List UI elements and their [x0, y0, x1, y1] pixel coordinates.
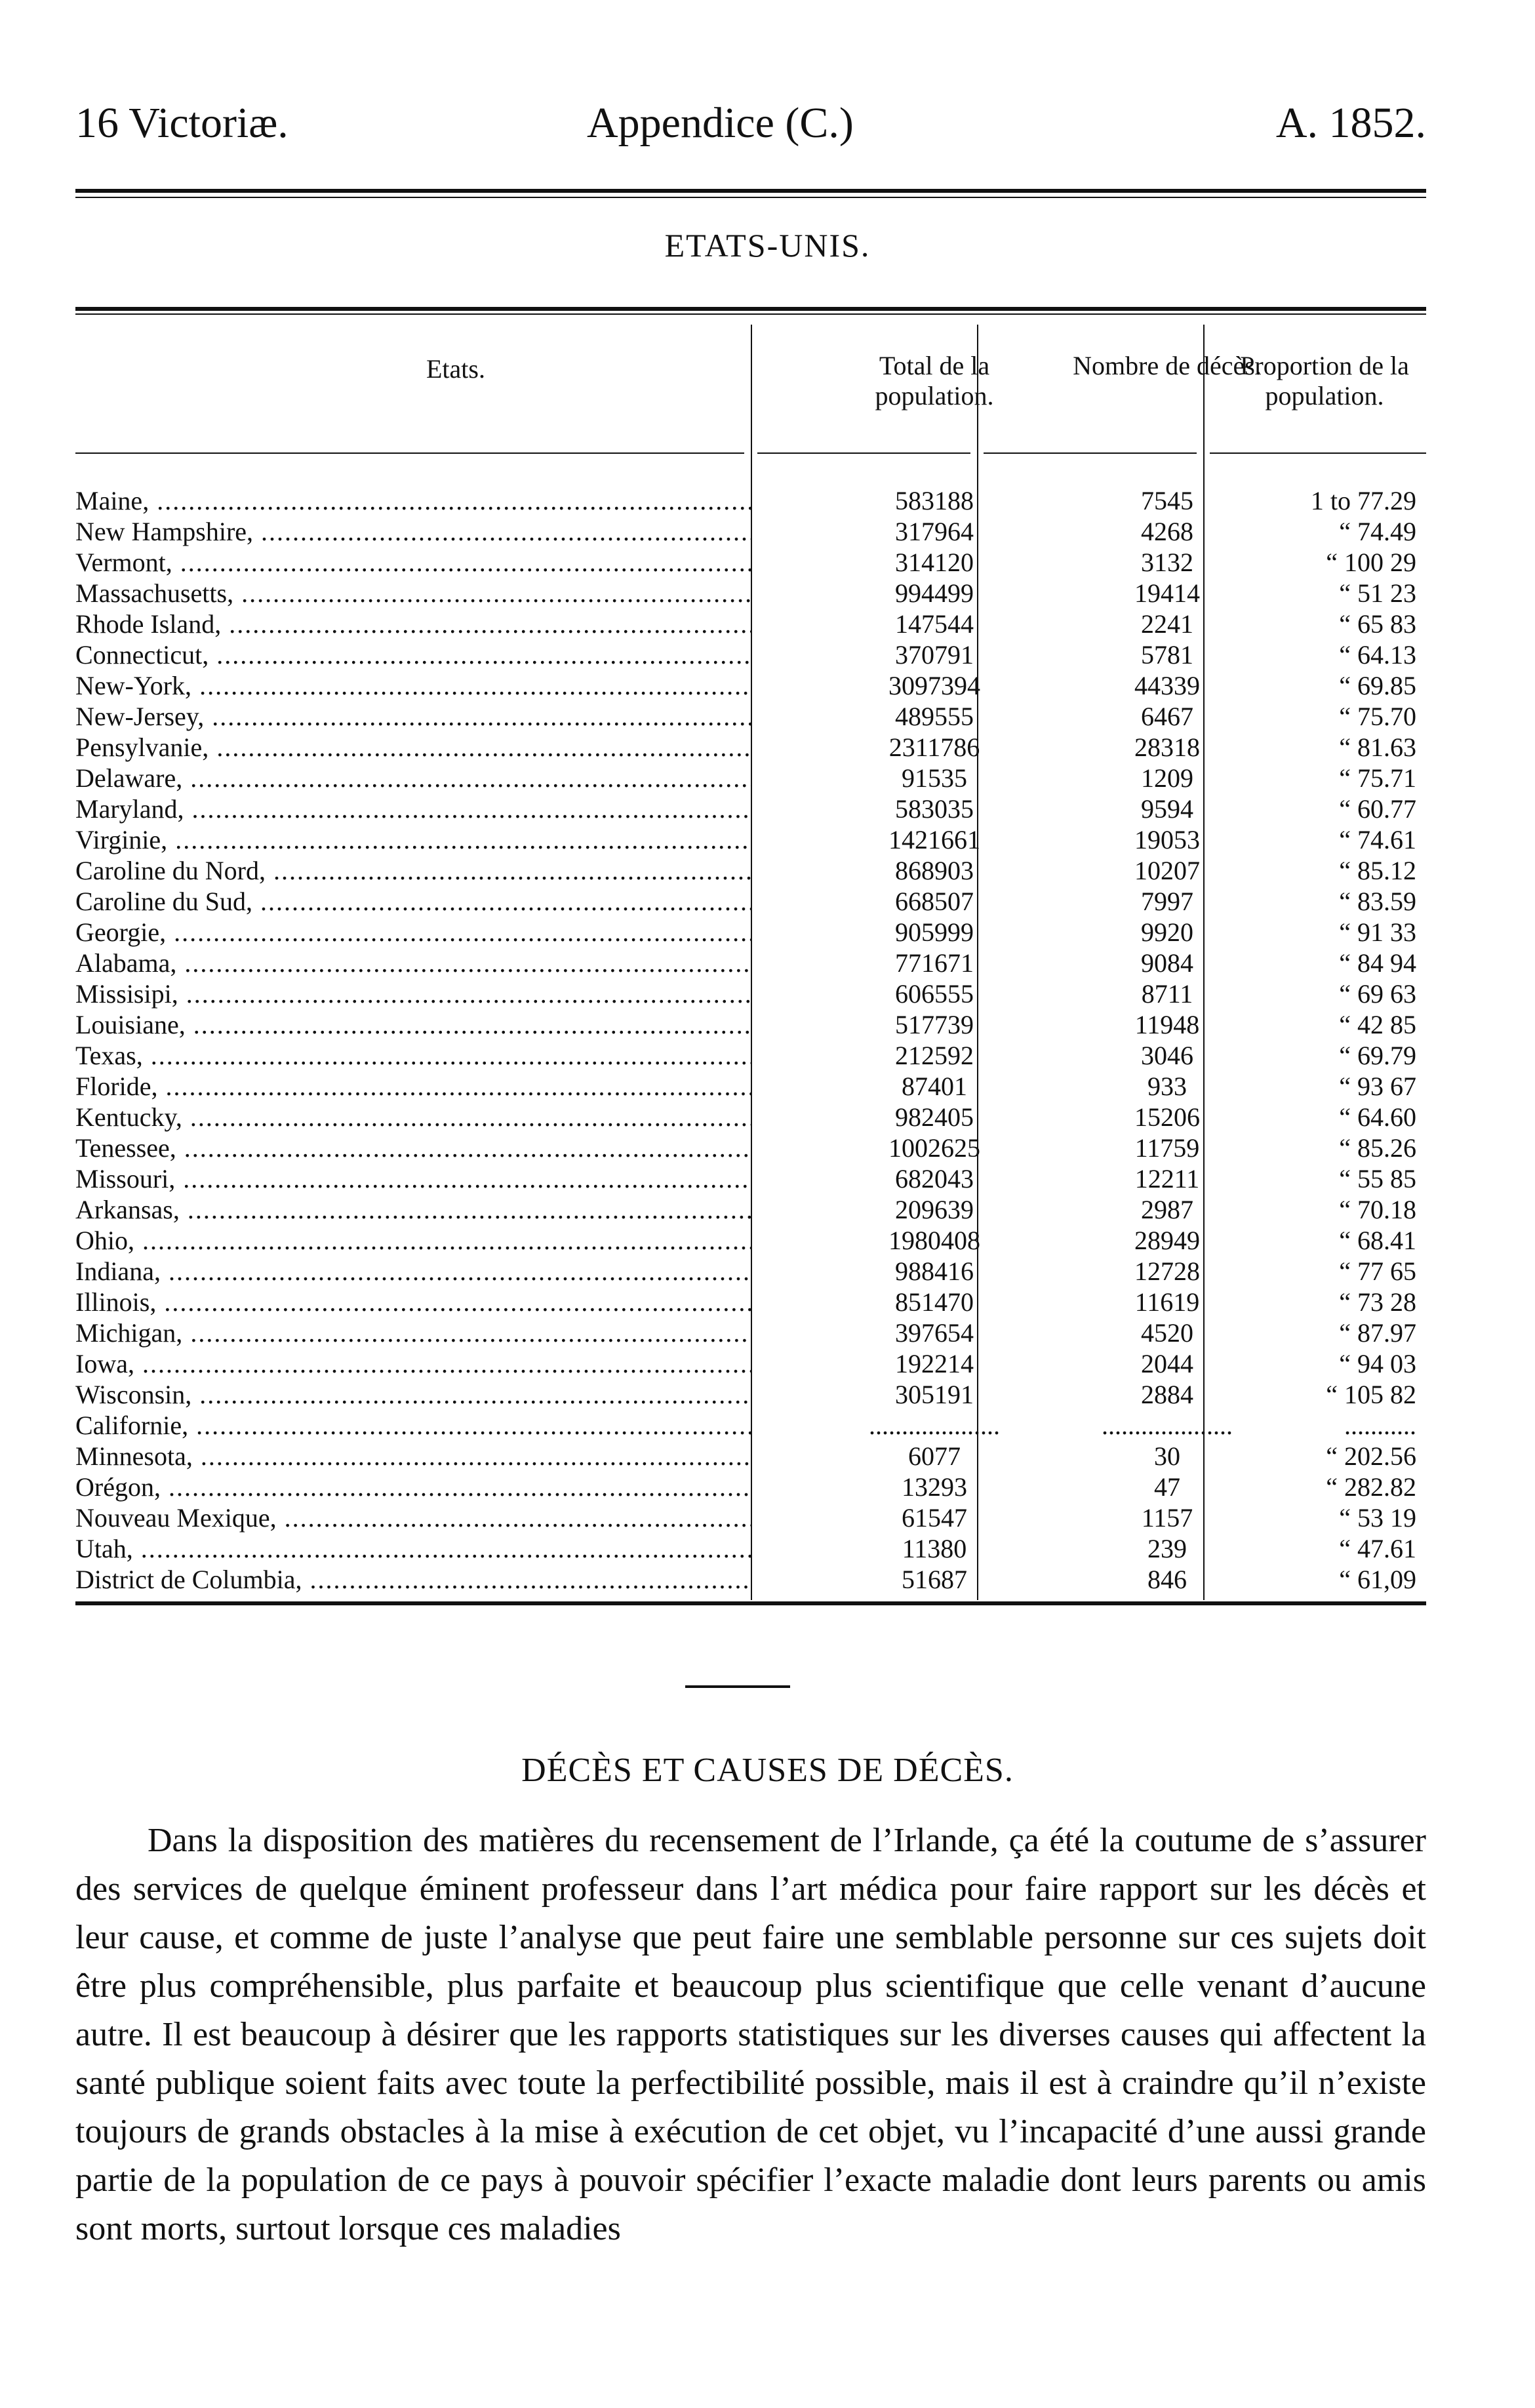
- section-divider: [685, 1685, 790, 1688]
- population-value: 905999: [895, 917, 974, 947]
- state-name: Nouveau Mexique, .....: [75, 1502, 751, 1533]
- population-value: 314120: [895, 548, 974, 577]
- state-name: Minnesota, .....: [75, 1441, 751, 1472]
- page-header: [75, 98, 1426, 151]
- state-name: Vermont, .....: [75, 547, 751, 578]
- proportion-value: “ 69.79: [1339, 1041, 1416, 1070]
- table-row: [75, 547, 1426, 578]
- proportion-value: “ 64.13: [1339, 640, 1416, 670]
- proportion-value: “ 65 83: [1339, 609, 1416, 639]
- state-name: Massachusetts, .....: [75, 578, 751, 609]
- proportion-value: “ 202.56: [1326, 1441, 1416, 1471]
- state-name: Maine, .....: [75, 485, 751, 516]
- proportion-value: “ 61,09: [1339, 1565, 1416, 1594]
- population-value: 771671: [895, 948, 974, 978]
- table-row: [75, 1009, 1426, 1040]
- deaths-value: 44339: [1134, 671, 1200, 700]
- table-row: [75, 1163, 1426, 1194]
- deaths-value: 9594: [1141, 794, 1193, 824]
- deaths-value: 2241: [1141, 609, 1193, 639]
- proportion-value: ...........: [1344, 1411, 1416, 1440]
- state-name: Louisiane, .....: [75, 1009, 751, 1040]
- header-underline: [75, 452, 744, 454]
- table-row: [75, 1194, 1426, 1225]
- header-left: 16 Victoriæ.: [75, 99, 289, 147]
- table-bottom-rule: [75, 1601, 1426, 1605]
- deaths-value: ....................: [1102, 1411, 1233, 1440]
- state-name: Delaware, .....: [75, 763, 751, 793]
- population-value: 305191: [895, 1380, 974, 1409]
- state-name: Orégon, .....: [75, 1472, 751, 1502]
- proportion-value: “ 83.59: [1339, 887, 1416, 916]
- state-name: Missouri, .....: [75, 1163, 751, 1194]
- deaths-value: 28318: [1134, 732, 1200, 762]
- deaths-value: 3046: [1141, 1041, 1193, 1070]
- population-value: 13293: [902, 1472, 967, 1502]
- deaths-value: 28949: [1134, 1226, 1200, 1255]
- proportion-value: “ 100 29: [1326, 548, 1416, 577]
- deaths-value: 12211: [1134, 1164, 1200, 1194]
- state-name: New-Jersey, .....: [75, 701, 751, 732]
- state-name: Kentucky, .....: [75, 1102, 751, 1133]
- proportion-value: “ 73 28: [1339, 1287, 1416, 1317]
- proportion-value: “ 69.85: [1339, 671, 1416, 700]
- state-name: Floride, .....: [75, 1071, 751, 1102]
- table-row: [75, 485, 1426, 516]
- deaths-value: 1209: [1141, 763, 1193, 793]
- state-name: Rhode Island, .....: [75, 609, 751, 639]
- table-row: [75, 1502, 1426, 1533]
- population-value: 517739: [895, 1010, 974, 1039]
- table-row: [75, 1102, 1426, 1133]
- state-name: Virginie, .....: [75, 824, 751, 855]
- proportion-value: “ 60.77: [1339, 794, 1416, 824]
- state-name: New Hampshire, .....: [75, 516, 751, 547]
- state-name: Maryland, .....: [75, 793, 751, 824]
- deaths-value: 19053: [1134, 825, 1200, 854]
- population-value: 61547: [902, 1503, 967, 1533]
- population-value: 994499: [895, 578, 974, 608]
- table-row: [75, 1287, 1426, 1317]
- deaths-value: 2987: [1141, 1195, 1193, 1224]
- state-name: Connecticut, .....: [75, 639, 751, 670]
- table-row: [75, 639, 1426, 670]
- column-header-state: Etats.: [426, 354, 485, 384]
- table-row: [75, 855, 1426, 886]
- deaths-value: 1157: [1141, 1503, 1193, 1533]
- proportion-value: “ 53 19: [1339, 1503, 1416, 1533]
- table-row: [75, 1071, 1426, 1102]
- state-name: Tenessee, .....: [75, 1133, 751, 1163]
- population-value: 988416: [895, 1256, 974, 1286]
- population-value: 868903: [895, 856, 974, 885]
- header-underline: [1210, 452, 1426, 454]
- table-row: [75, 1225, 1426, 1256]
- proportion-value: “ 85.26: [1339, 1133, 1416, 1163]
- population-value: 1980408: [888, 1226, 980, 1255]
- body-paragraph: Dans la disposition des matières du recensement de l’Irlande, ça été la coutume de s’assurer des services de quelque éminent professeur dans l’art médica pour faire rapport sur les décès et leur cause, et comme de juste l’analyse que peut faire une semblable personne sur ces sujets doit être plus compréhensible, plus parfaite et beaucoup plus scientifique que celle venant d’aucune autre. Il est beaucoup à désirer que les rapports statistiques sur les diverses causes qui affectent la santé publique soient faits avec toute la perfectibilité possible, mais il est à craindre qu’il n’existe toujours de grands obstacles à la mise à exécution de cet objet, vu l’incapacité d’une aussi grande partie de la population de ce pays à pouvoir spécifier l’exacte maladie dont leurs parents ou amis sont morts, surtout lorsque ces maladies: [75, 1822, 1426, 2247]
- table-row: [75, 1317, 1426, 1348]
- proportion-value: “ 74.61: [1339, 825, 1416, 854]
- population-value: 668507: [895, 887, 974, 916]
- proportion-value: “ 93 67: [1339, 1072, 1416, 1101]
- table-row: [75, 1348, 1426, 1379]
- table-row: [75, 516, 1426, 547]
- deaths-value: 30: [1154, 1441, 1180, 1471]
- table-row: [75, 824, 1426, 855]
- table-row: [75, 1533, 1426, 1564]
- proportion-value: “ 105 82: [1326, 1380, 1416, 1409]
- deaths-value: 7545: [1141, 486, 1193, 515]
- state-name: Arkansas, .....: [75, 1194, 751, 1225]
- population-value: 87401: [902, 1072, 967, 1101]
- proportion-value: “ 91 33: [1339, 917, 1416, 947]
- header-rule-thin: [75, 197, 1426, 198]
- population-value: 3097394: [888, 671, 980, 700]
- subhead: DÉCÈS ET CAUSES DE DÉCÈS.: [521, 1752, 1014, 1789]
- deaths-value: 7997: [1141, 887, 1193, 916]
- state-name: Illinois, .....: [75, 1287, 751, 1317]
- state-name: Michigan, .....: [75, 1317, 751, 1348]
- table-row: [75, 1040, 1426, 1071]
- deaths-value: 2884: [1141, 1380, 1193, 1409]
- population-value: 851470: [895, 1287, 974, 1317]
- population-value: 370791: [895, 640, 974, 670]
- deaths-value: 12728: [1134, 1256, 1200, 1286]
- state-name: Indiana, .....: [75, 1256, 751, 1287]
- proportion-value: “ 85.12: [1339, 856, 1416, 885]
- deaths-value: 4268: [1141, 517, 1193, 546]
- population-value: 212592: [895, 1041, 974, 1070]
- deaths-value: 47: [1154, 1472, 1180, 1502]
- population-value: 51687: [902, 1565, 967, 1594]
- proportion-value: “ 47.61: [1339, 1534, 1416, 1563]
- population-value: ....................: [869, 1411, 1000, 1440]
- table-row: [75, 701, 1426, 732]
- deaths-value: 9920: [1141, 917, 1193, 947]
- state-name: Pensylvanie, .....: [75, 732, 751, 763]
- population-value: 6077: [908, 1441, 961, 1471]
- deaths-value: 5781: [1141, 640, 1193, 670]
- state-name: District de Columbia, .....: [75, 1564, 751, 1595]
- table-row: [75, 1441, 1426, 1472]
- population-value: 147544: [895, 609, 974, 639]
- table-top-rule-thin: [75, 313, 1426, 315]
- proportion-value: “ 84 94: [1339, 948, 1416, 978]
- proportion-value: “ 51 23: [1339, 578, 1416, 608]
- table-row: [75, 1472, 1426, 1502]
- population-value: 1002625: [888, 1133, 980, 1163]
- header-center: Appendice (C.): [587, 99, 854, 147]
- table-row: [75, 670, 1426, 701]
- state-name: Caroline du Sud, .....: [75, 886, 751, 917]
- population-value: 489555: [895, 702, 974, 731]
- population-value: 209639: [895, 1195, 974, 1224]
- proportion-value: “ 68.41: [1339, 1226, 1416, 1255]
- deaths-value: 846: [1147, 1565, 1187, 1594]
- proportion-value: “ 64.60: [1339, 1102, 1416, 1132]
- column-header-proportion: Proportion de la population.: [1240, 351, 1409, 411]
- deaths-value: 3132: [1141, 548, 1193, 577]
- deaths-value: 8711: [1141, 979, 1193, 1009]
- population-value: 982405: [895, 1102, 974, 1132]
- table-row: [75, 1133, 1426, 1163]
- deaths-value: 9084: [1141, 948, 1193, 978]
- state-name: Georgie, .....: [75, 917, 751, 948]
- state-name: Caroline du Nord, .....: [75, 855, 751, 886]
- proportion-value: “ 74.49: [1339, 517, 1416, 546]
- section-title: ETATS-UNIS.: [664, 227, 871, 264]
- table-row: [75, 578, 1426, 609]
- table-row: [75, 1564, 1426, 1595]
- deaths-value: 239: [1147, 1534, 1187, 1563]
- table-top-rule: [75, 307, 1426, 311]
- deaths-value: 11759: [1134, 1133, 1200, 1163]
- population-value: 11380: [902, 1534, 967, 1563]
- table-row: [75, 886, 1426, 917]
- proportion-value: “ 75.71: [1339, 763, 1416, 793]
- proportion-value: “ 42 85: [1339, 1010, 1416, 1039]
- proportion-value: “ 75.70: [1339, 702, 1416, 731]
- population-value: 397654: [895, 1318, 974, 1348]
- table-row: [75, 609, 1426, 639]
- state-name: Missisipi, .....: [75, 978, 751, 1009]
- proportion-value: “ 87.97: [1339, 1318, 1416, 1348]
- population-value: 682043: [895, 1164, 974, 1194]
- state-name: New-York, .....: [75, 670, 751, 701]
- table-row: [75, 732, 1426, 763]
- population-value: 2311786: [888, 732, 980, 762]
- proportion-value: “ 55 85: [1339, 1164, 1416, 1194]
- proportion-value: “ 94 03: [1339, 1349, 1416, 1378]
- table-row: [75, 917, 1426, 948]
- state-name: Californie, .....: [75, 1410, 751, 1441]
- table-row: [75, 1410, 1426, 1441]
- table-row: [75, 948, 1426, 978]
- proportion-value: “ 69 63: [1339, 979, 1416, 1009]
- state-name: Iowa, .....: [75, 1348, 751, 1379]
- proportion-value: “ 81.63: [1339, 732, 1416, 762]
- table-row: [75, 1379, 1426, 1410]
- proportion-value: “ 77 65: [1339, 1256, 1416, 1286]
- table-body: [75, 485, 1426, 1595]
- state-name: Texas, .....: [75, 1040, 751, 1071]
- deaths-value: 4520: [1141, 1318, 1193, 1348]
- population-value: 91535: [902, 763, 967, 793]
- table-row: [75, 1256, 1426, 1287]
- column-header-deaths: Nombre de décès.: [1073, 351, 1262, 380]
- deaths-value: 2044: [1141, 1349, 1193, 1378]
- proportion-value: “ 70.18: [1339, 1195, 1416, 1224]
- header-underline: [984, 452, 1197, 454]
- deaths-value: 11619: [1134, 1287, 1200, 1317]
- proportion-value: 1 to 77.29: [1310, 486, 1416, 515]
- deaths-value: 11948: [1134, 1010, 1200, 1039]
- population-value: 606555: [895, 979, 974, 1009]
- state-name: Alabama, .....: [75, 948, 751, 978]
- deaths-value: 933: [1147, 1072, 1187, 1101]
- population-value: 583188: [895, 486, 974, 515]
- table-row: [75, 978, 1426, 1009]
- population-value: 1421661: [888, 825, 980, 854]
- table-row: [75, 763, 1426, 793]
- state-name: Wisconsin, .....: [75, 1379, 751, 1410]
- state-name: Utah, .....: [75, 1533, 751, 1564]
- table-row: [75, 793, 1426, 824]
- proportion-value: “ 282.82: [1326, 1472, 1416, 1502]
- deaths-value: 6467: [1141, 702, 1193, 731]
- column-header-population: Total de la population.: [875, 351, 994, 411]
- state-name: Ohio, .....: [75, 1225, 751, 1256]
- header-rule: [75, 189, 1426, 193]
- header-right: A. 1852.: [1275, 99, 1426, 147]
- deaths-value: 10207: [1134, 856, 1200, 885]
- population-value: 317964: [895, 517, 974, 546]
- deaths-value: 19414: [1134, 578, 1200, 608]
- population-value: 192214: [895, 1349, 974, 1378]
- population-value: 583035: [895, 794, 974, 824]
- header-underline: [757, 452, 970, 454]
- deaths-value: 15206: [1134, 1102, 1200, 1132]
